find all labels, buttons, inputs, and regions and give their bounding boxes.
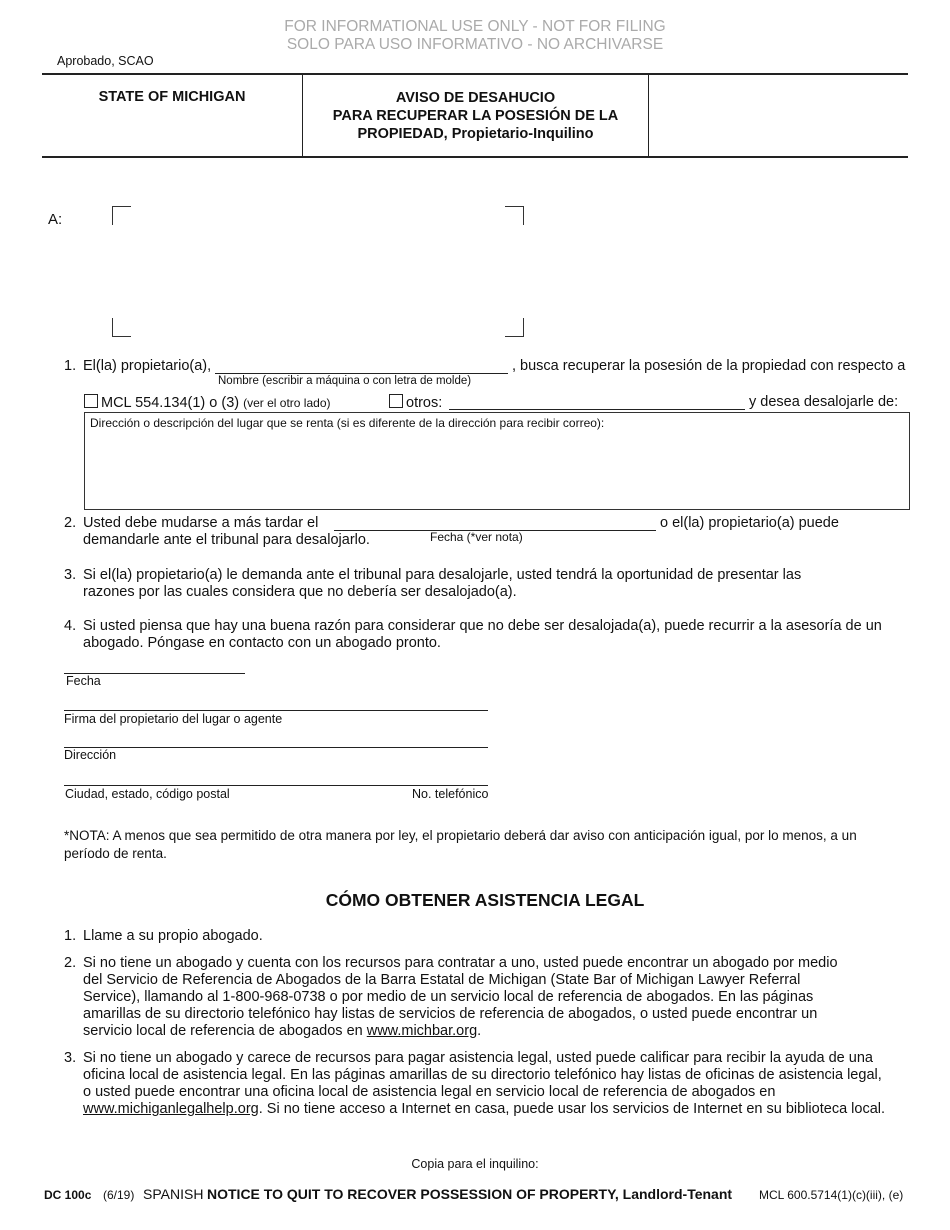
form-id: DC 100c bbox=[44, 1188, 92, 1202]
legal-item2-line-5-text: servicio local de referencia de abogados en bbox=[83, 1023, 367, 1039]
legal-item2-line-3: Service), llamando al 1-800-968-0738 o por medio de un servicio local de referencia de abogados. En las páginas bbox=[83, 989, 814, 1005]
mcl-option-note: (ver el otro lado) bbox=[243, 396, 331, 410]
legal-section-title: CÓMO OBTENER ASISTENCIA LEGAL bbox=[325, 890, 645, 910]
item1-evict-suffix: y desea desalojarle de: bbox=[749, 394, 899, 410]
other-reason-field[interactable] bbox=[449, 409, 745, 410]
to-label: A: bbox=[48, 211, 63, 228]
legal-item3-line-4 bbox=[83, 1101, 885, 1118]
case-number-field[interactable] bbox=[650, 75, 906, 155]
rental-address-caption: Dirección o descripción del lugar que se renta (si es diferente de la dirección para recibir correo): bbox=[90, 416, 605, 430]
legal-item3-line-1: Si no tiene un abogado y carece de recursos para pagar asistencia legal, usted puede calificar para recibir la ayuda de una bbox=[83, 1050, 873, 1066]
legal-item2-line-5 bbox=[83, 1023, 481, 1040]
legal-item1-number: 1. bbox=[64, 928, 77, 944]
recipient-address-field[interactable] bbox=[114, 208, 522, 336]
form-title-line-3: PROPIEDAD, Propietario-Inquilino bbox=[357, 126, 594, 142]
signature-field[interactable] bbox=[64, 710, 488, 711]
city-phone-field[interactable] bbox=[64, 785, 488, 786]
form-title bbox=[303, 89, 648, 143]
phone-caption: No. telefónico bbox=[412, 787, 489, 801]
approved-label: Aprobado, SCAO bbox=[57, 54, 154, 68]
legal-item2-line-1: Si no tiene un abogado y cuenta con los recursos para contratar a uno, usted puede encontrar un abogado por medio bbox=[83, 955, 838, 971]
michbar-link[interactable]: www.michbar.org bbox=[366, 1023, 478, 1039]
legal-item2-period: . bbox=[477, 1023, 482, 1039]
item2-suffix: o el(la) propietario(a) puede bbox=[660, 515, 839, 531]
note-line-2: período de renta. bbox=[64, 846, 167, 861]
item2-prefix: Usted debe mudarse a más tardar el bbox=[83, 515, 319, 531]
move-out-date-caption: Fecha (*ver nota) bbox=[430, 530, 523, 544]
form-statute: MCL 600.5714(1)(c)(iii), (e) bbox=[759, 1188, 904, 1202]
other-option bbox=[389, 394, 442, 412]
form-revision: (6/19) bbox=[103, 1188, 135, 1202]
other-option-label: otros: bbox=[406, 395, 443, 411]
mcl-option-label: MCL 554.134(1) o (3) bbox=[101, 395, 240, 411]
header-bottom-rule bbox=[42, 156, 908, 158]
state-name: STATE OF MICHIGAN bbox=[98, 89, 246, 105]
legal-item2-number: 2. bbox=[64, 955, 77, 971]
item1-number: 1. bbox=[64, 358, 77, 374]
legal-item3-line-3: o usted puede encontrar una oficina local de asistencia legal en servicio local de referencia de abogados en bbox=[83, 1084, 776, 1100]
item1-prefix: El(la) propietario(a), bbox=[83, 358, 212, 374]
form-title-line-1: AVISO DE DESAHUCIO bbox=[395, 90, 556, 106]
rental-address-box[interactable] bbox=[84, 412, 910, 510]
form-title-line-2: PARA RECUPERAR LA POSESIÓN DE LA bbox=[332, 108, 619, 124]
landlord-address-caption: Dirección bbox=[64, 748, 117, 762]
landlord-name-caption: Nombre (escribir a máquina o con letra de molde) bbox=[218, 375, 472, 387]
legal-item3-line-4-text: . Si no tiene acceso a Internet en casa, puede usar los servicios de Internet en su biblioteca local. bbox=[258, 1101, 886, 1117]
item4-line-1: Si usted piensa que hay una buena razón para considerar que no debe ser desalojada(a), puede recurrir a la asesoría de un bbox=[83, 618, 882, 634]
form-english-title: NOTICE TO QUIT TO RECOVER POSSESSION OF PROPERTY, Landlord-Tenant bbox=[207, 1186, 733, 1202]
legal-item3-number: 3. bbox=[64, 1050, 77, 1066]
header-divider-2 bbox=[648, 74, 649, 157]
legal-item3-line-2: oficina local de asistencia legal. En las páginas amarillas de su directorio telefónico hay listas de oficinas de asistencia legal, bbox=[83, 1067, 882, 1083]
item3-line-2: razones por las cuales considera que no debería ser desalojado(a). bbox=[83, 584, 517, 600]
item1-suffix: , busca recuperar la posesión de la propiedad con respecto a bbox=[512, 358, 906, 374]
legal-item1: Llame a su propio abogado. bbox=[83, 928, 263, 944]
landlord-name-field[interactable] bbox=[215, 373, 508, 374]
mcl-checkbox[interactable] bbox=[84, 394, 98, 408]
item3-number: 3. bbox=[64, 567, 77, 583]
item2-number: 2. bbox=[64, 515, 77, 531]
item4-line-2: abogado. Póngase en contacto con un abogado pronto. bbox=[83, 635, 441, 651]
sign-date-caption: Fecha bbox=[66, 674, 101, 688]
item2-line-2: demandarle ante el tribunal para desalojarlo. bbox=[83, 532, 370, 548]
landlord-address-field[interactable] bbox=[64, 747, 488, 748]
item4-number: 4. bbox=[64, 618, 77, 634]
legal-item2-line-4: amarillas de su directorio telefónico hay listas de servicios de referencia de abogados, o usted puede encontrar un bbox=[83, 1006, 818, 1022]
other-checkbox[interactable] bbox=[389, 394, 403, 408]
watermark-line-1: FOR INFORMATIONAL USE ONLY - NOT FOR FILING bbox=[284, 18, 666, 35]
tenant-copy-label: Copia para el inquilino: bbox=[411, 1157, 539, 1171]
legal-item2-line-2: del Servicio de Referencia de Abogados de la Barra Estatal de Michigan (State Bar of Michigan Lawyer Referral bbox=[83, 972, 801, 988]
signature-caption: Firma del propietario del lugar o agente bbox=[64, 712, 283, 726]
watermark-line-2: SOLO PARA USO INFORMATIVO - NO ARCHIVARSE bbox=[286, 36, 664, 53]
note-line-1: *NOTA: A menos que sea permitido de otra manera por ley, el propietario deberá dar aviso con anticipación igual, por lo menos, a un bbox=[64, 828, 857, 843]
item3-line-1: Si el(la) propietario(a) le demanda ante el tribunal para desalojarle, usted tendrá la oportunidad de presentar las bbox=[83, 567, 802, 583]
mcl-option bbox=[84, 394, 331, 412]
form-language: SPANISH bbox=[143, 1186, 204, 1202]
city-caption: Ciudad, estado, código postal bbox=[65, 787, 230, 801]
michiganlegalhelp-link[interactable]: www.michiganlegalhelp.org bbox=[83, 1101, 259, 1117]
